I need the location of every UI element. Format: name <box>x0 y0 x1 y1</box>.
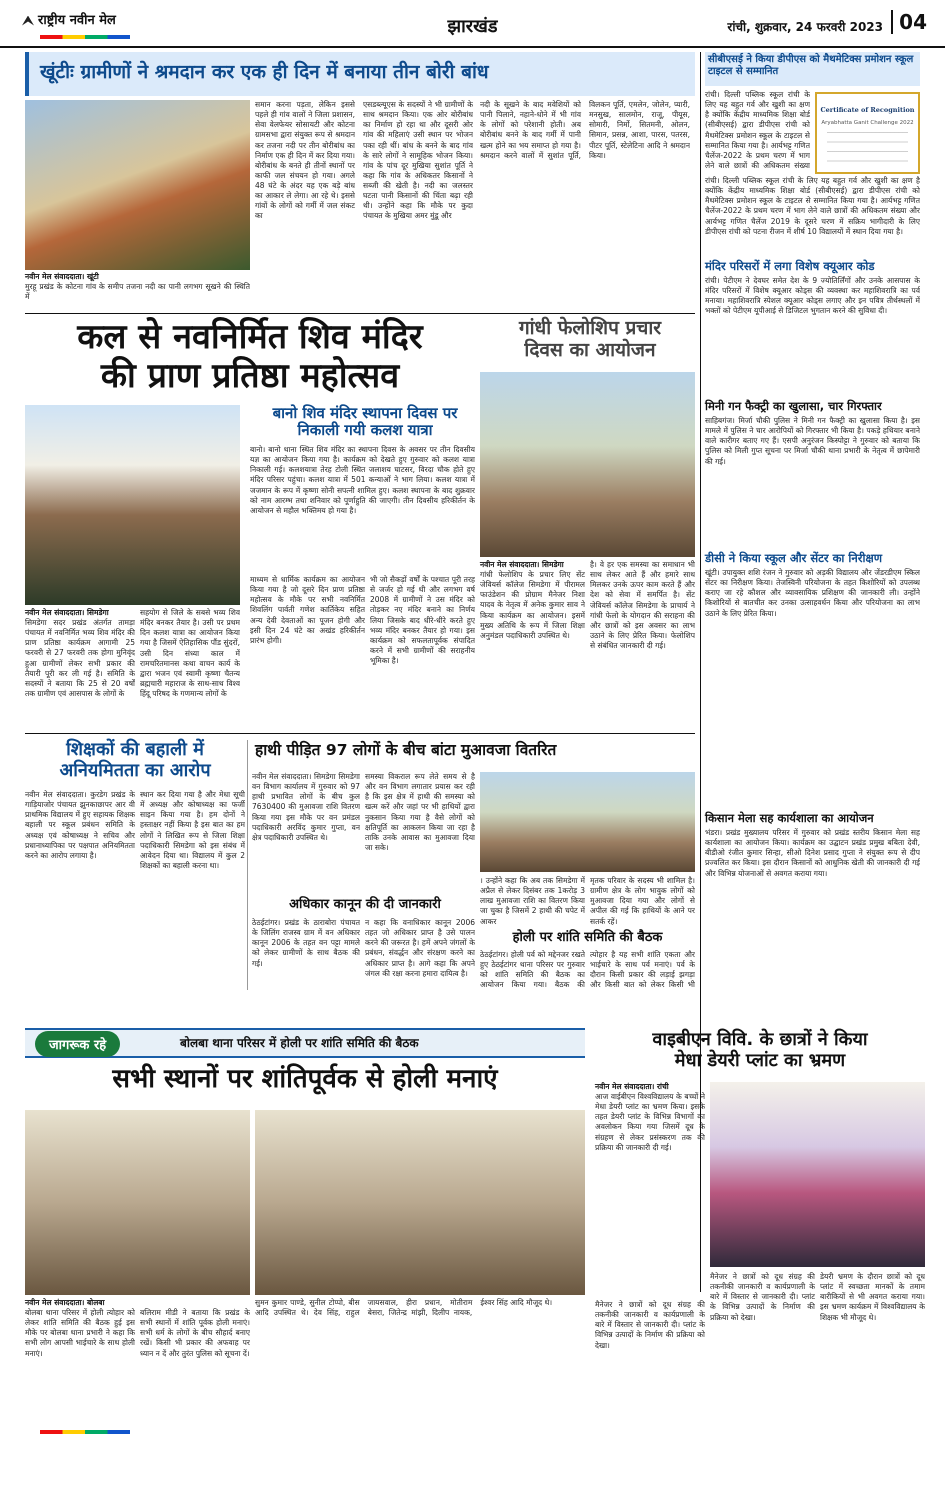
story2-headline <box>25 318 475 396</box>
cert-title: Certificate of Recognition <box>820 106 915 114</box>
section-name: झारखंड <box>447 16 498 37</box>
story1-caption: नवीन मेल संवाददाता। खूंटी <box>25 272 99 281</box>
band-body2: बलिराम मीडी ने बताया कि प्रखंड के सभी स्थानों में शांति पूर्वक होली मनाएं। सभी धर्म के लोगों के बीच सौहार्द बनाए रखें। किसी भी प्रकार की अफवाह पर ध्यान न दें और तुरंत पुलिस को सूचना दें। <box>140 1308 250 1358</box>
story5-headline-line1: शिक्षकों की बहाली में <box>66 739 204 760</box>
story3-headline: बानो शिव मंदिर स्थापना दिवस पर निकाली गयी कलश यात्रा <box>272 404 458 440</box>
story5-headline <box>25 740 245 781</box>
band-photo2 <box>255 1110 585 1295</box>
story2-headline-line2: की प्राण प्रतिष्ठा महोत्सव <box>100 356 400 397</box>
cert-lines <box>827 132 908 162</box>
story6-headline: हाथी पीड़ित 97 लोगों के बीच बांटा मुआवजा वितरित <box>255 741 557 759</box>
story3-body2: माध्यम से धार्मिक कार्यक्रम का आयोजन किया गया है जो दूसरे दिन प्राण प्रतिष्ठा महोत्सव के मौके पर सभी नवनिर्मित शिवलिंग पार्वती गणेश कार्तिकेय सहित अन्य देवी देवताओं का पूजन होगी और इसी दिन 24 घंटे का अखंड हरिकीर्तन प्रारंभ होगी। <box>250 575 365 645</box>
story1-body4: नदी के सूखने के बाद मवेशियों को पानी पिलाने, नहाने-धोने में भी गांव के लोगों को परेशानी होती। अब बोरीबांध बनने के बाद गर्मी में पानी खत्म होने का भय समाप्त हो गया है। श्रमदान करने वालों में सुशांत पूर्ति, विलकन पूर्ति, एमलेन, जोलेन, प्यारी, मनसुख, सालमोन, राजू, पीयूस, सोमारी, निर्मो, सितमनी, ओलन, सिमान, प्रसन्न, आशा, पारस, पतरस, पीटर पूर्ति, स्टेलेटिना आदि ने श्रमदान किया। <box>480 100 690 160</box>
band-kicker: बोलबा थाना परिसर में होली पर शांति समिति की बैठक <box>180 1036 419 1050</box>
band-caption: नवीन मेल संवाददाता। बोलबा <box>25 1298 105 1307</box>
story1-photo <box>25 100 250 270</box>
story2-caption: नवीन मेल संवाददाता। सिमडेगा <box>25 608 109 617</box>
story1-body3: एसडब्ल्यूएस के सदस्यों ने भी ग्रामीणों के साथ श्रमदान किया। एक ओर बोरीबांध का निर्माण हो रहा था और दूसरी ओर गांव की महिलाएं उसी स्थान पर भोजन पका रही थीं। बांध के बनने के बाद गांव के सारे लोगों ने सामूहिक भोजन किया। गांव के पांच दूर मुखिया सुशांत पूर्ति ने कहा कि गांव के अधिकतर किसानों ने सब्जी की खेती है। नदी का जलस्तर घटता पानी किसानों की चिंता बढ़ा रही थी। उन्होंने कहा कि मौके पर कुदा पंचायत के मुखिया अमर मुंडू और <box>363 100 473 221</box>
story5-body2: स्थान कर दिया गया है और मेधा सूची में अध्यक्ष और कोषाध्यक्ष का फर्जी साइन किया गया है। हम दोनों ने हस्ताक्षर नहीं किया है इस बात का हम लोगों ने लिखित रूप से जिला शिक्षा पदाधिकारी सिमडेगा को इस संबंध में आवेदन दिया था। विद्यालय में कुल 2 शिक्षकों का बहाली करना था। <box>140 790 245 870</box>
sidebar-story5-body: भंडरा। प्रखंड मुख्यालय परिसर में गुरुवार को प्रखंड स्तरीय किसान मेला सह कार्यशाला का आयोजन किया। कार्यक्रम का उद्घाटन प्रखंड प्रमुख बबिता देवी, बीडीओ रंजीत कुमार सिन्हा, सीओ दिनेश प्रसाद गुप्ता ने संयुक्त रूप से दीप प्रज्वलित कर किया। इस दौरान किसानों को आधुनिक खेती की जानकारी दी गई और विभिन्न योजनाओं से अवगत कराया गया। <box>705 828 920 878</box>
column-rule <box>247 740 248 990</box>
sidebar-story1-lead: रांची। दिल्ली पब्लिक स्कूल रांची के लिए यह बहुत गर्व और खुशी का क्षण है क्योंकि केंद्रीय माध्यमिक शिक्षा बोर्ड (सीबीएसई) द्वारा डीपीएस रांची को मैथमेटिक्स प्रमोशन स्कूल के टाइटल से सम्मानित किया गया है। आर्यभट्ट गणित चैलेंज-2022 के प्रथम चरण में भाग लेने वाले छात्रों की अधिकतम संख्या <box>705 90 810 170</box>
story4-body1: गांधी फेलोशिप के प्रचार लिए सेंट जेवियर्स कॉलेज सिमडेगा में पीरामल फाउंडेशन की प्रोग्राम मैनेजर निशा यादव के नेतृत्व में अनेक कुमार साव ने किया कार्यक्रम का आयोजन। इसमें मुख्य अतिथि के रूप में जिला शिक्षा अनुमंडल पदाधिकारी उपस्थित थे। <box>480 570 585 640</box>
story9-headline <box>595 1030 925 1071</box>
story4-group-photo <box>480 372 695 557</box>
story2-temple-photo <box>25 405 240 605</box>
sidebar-story1-body: रांची। दिल्ली पब्लिक स्कूल रांची के लिए यह बहुत गर्व और खुशी का क्षण है क्योंकि केंद्रीय माध्यमिक शिक्षा बोर्ड (सीबीएसई) द्वारा डीपीएस रांची को मैथमेटिक्स प्रमोशन स्कूल के टाइटल से सम्मानित किया गया है। आर्यभट्ट गणित चैलेंज-2022 के प्रथम चरण में भाग लेने वाले छात्रों की अधिकतम संख्या और आर्यभट्ट गणित चैलेंज 2019 के दूसरे चरण में सक्रिय भागीदारी के लिए डीपीएस रांची को पटना रीजन में शीर्ष 10 विद्यालयों में स्थान दिया गया है। <box>705 176 920 236</box>
story9-body1: आज वाईबीएन विश्वविद्यालय के बच्चों ने मेधा डेयरी प्लांट का भ्रमण किया। इसके तहत डेयरी प्लांट के विभिन्न विभागों का अवलोकन किया गया जिसमें दूध के संग्रहण से लेकर प्रसंस्करण तक की प्रक्रिया की जानकारी दी गई। <box>595 1092 705 1152</box>
sidebar-story3-body: साहिबगंज। मिर्जा चौकी पुलिस ने मिनी गन फैक्ट्री का खुलासा किया है। इस मामले में पुलिस ने चार आरोपियों को गिरफ्तार भी किया है। पकड़े हथियार बनाने वाले कारीगर बताए गए हैं। एसपी अनुरंजन किस्पोट्टा ने गुरुवार को बताया कि पुलिस को मिली गुप्त सूचना पर मिर्जा चौकी थाना प्रभारी के नेतृत्व में छापेमारी की गई। <box>705 416 920 466</box>
story9-photo <box>710 1082 925 1267</box>
story4-body2: है। वे हर एक समस्या का समाधान भी साथ लेकर आते हैं और हमारे साथ मिलकर उनके ऊपर काम करते हैं और देश को सेवा में समर्पित है। सेंट जेवियर्स कॉलेज सिमडेगा के प्राचार्य ने गांधी फेलो के योगदान की सराहना की और छात्रों को इस अवसर का लाभ उठाने के लिए प्रेरित किया। फेलोशिप से संबंधित जानकारी दी गई। <box>590 560 695 650</box>
band-headline: सभी स्थानों पर शांतिपूर्वक से होली मनाएं <box>112 1064 498 1094</box>
story7-body1: ठेठईटांगर। प्रखंड के ठाराबोरा पंचायत के जिलिंग राजस्व ग्राम में वन अधिकार कानून 2006 के तहत वन पट्टा मामले को लेकर ग्रामीणों के साथ बैठक की गई। <box>252 918 360 968</box>
story4-headline-line2: दिवस का आयोजन <box>524 338 656 361</box>
story1-headline: खूंटीः ग्रामीणों ने श्रमदान कर एक ही दिन में बनाया तीन बोरी बांध <box>40 61 489 83</box>
page-number: 04 <box>891 10 927 34</box>
story4-headline <box>485 318 695 362</box>
sidebar-story2-headline: मंदिर परिसरों में लगा विशेष क्यूआर कोड <box>705 259 875 273</box>
story7-headline: अधिकार कानून की दी जानकारी <box>289 897 441 912</box>
story7-body2: न कहा कि वनाधिकार कानून 2006 तहत जो अधिकार प्राप्त है उसे पालन करने की जरूरत है। हमें अपने जंगलों के प्रबंधन, संवर्द्धन और संरक्षण करने का अधिकार प्राप्त है। आगे कहा कि अपने जंगल की रक्षा करना हमारा दायित्व है। <box>365 918 475 978</box>
brand-text: राष्ट्रीय नवीन मेल <box>38 13 116 28</box>
dateline: रांची, शुक्रवार, 24 फरवरी 2023 <box>727 20 883 34</box>
story6-body3: मृतक परिवार के सदस्य भी शामिल है। ग्रामीण क्षेत्र के लोग भावुक लोगों को मुआवजा दिया गया और लोगों से अपील की गई कि हाथियों के आने पर सतर्क रहें। <box>590 876 695 926</box>
sidebar-story1-headline: सीबीएसई ने किया डीपीएस को मैथमेटिक्स प्रमोशन स्कूल टाइटल से सम्मानित <box>708 54 914 77</box>
story3-body1: बानो। बानो थाना स्थित शिव मंदिर का स्थापना दिवस के अवसर पर तीन दिवसीय यज्ञ का आयोजन किया गया है। कार्यक्रम को देखते हुए गुरुवार को कलश यात्रा निकाली गई। कलशयात्रा तेरह टोली स्थित जलाशय घाटसर, विरदा चौक होते हुए मंदिर परिसर पहुंचा। कलश यात्रा में 501 कन्याओं ने भाग लिया। कलश यात्रा में जजमान के रूप में कृष्णा सोनी सपत्नी शामिल हुए। कलश स्थापना के बाद शुक्रवार को नाम आरम्भ तथा शनिवार को पूर्णाहुति की जाएगी। तीन दिवसीय हरिकीर्तन के आयोजन से महौल भक्तिमय हो गया है। <box>250 445 475 515</box>
masthead <box>0 0 945 48</box>
story4-caption: नवीन मेल संवाददाता। सिमडेगा <box>480 560 564 569</box>
story6-body1: नवीन मेल संवाददाता। सिमडेगा सिमडेगा वन विभाग कार्यालय में गुरुवार को 97 हाथी प्रभावित लोगों के बीच कुल 7630400 की मुआवजा राशि वितरण किया गया इस मौके पर वन प्रमंडल पदाधिकारी अरविंद कुमार गुप्ता, वन क्षेत्र पदाधिकारी उपस्थित थे। <box>252 772 360 842</box>
story8-body2: त्योहार है यह सभी शांति एकता और भाईचारे के साथ पर्व मनाएं। पर्व के दौरान किसी प्रकार की लड़ाई झगड़ा और किसी बात को लेकर किसी भी <box>590 950 695 990</box>
story9-body2b: मैनेजर ने छात्रों को दूध संग्रह की तकनीकी जानकारी व कार्यप्रणाली के बारे में विस्तार से जानकारी दी। प्लांट के विभिन्न उत्पादों के निर्माण की प्रक्रिया को देखा। <box>710 1272 815 1322</box>
story2-headline-line1: कल से नवनिर्मित शिव मंदिर <box>77 317 423 357</box>
band-body1: बोलबा थाना परिसर में होली त्योहार को लेकर शांति समिति की बैठक हुई इस मौके पर बोलबा थाना प्रभारी ने कहा कि सभी लोग आपसी भाईचारे के साथ होली मनाएं। <box>25 1308 135 1358</box>
cert-sub: Aryabhatta Ganit Challenge 2022 <box>821 120 914 126</box>
divider <box>25 313 695 314</box>
band-photo1 <box>25 1110 250 1295</box>
story4-headline-line1: गांधी फेलोशिप प्रचार <box>518 317 662 339</box>
sidebar-story5-headline: किसान मेला सह कार्यशाला का आयोजन <box>705 811 874 825</box>
sidebar-story4-body: खूंटी। उपायुक्त शशि रंजन ने गुरुवार को अड़की विद्यालय और जेंडरडीएम स्किल सेंटर का निरीक्षण किया। तेजस्विनी परियोजना के तहत किशोरियों को उपलब्ध कराए जा रहे कौशल और व्यावसायिक प्रशिक्षण की जानकारी ली। उन्होंने किशोरियों से बातचीत कर उनका उत्साहवर्धन किया और परियोजना का लाभ उठाने के लिए प्रेरित किया। <box>705 568 920 618</box>
story3-body3: भी जो सैकड़ों वर्षों के पश्चात पूरी तरह से जर्जर हो गई थी और लगभग वर्ष 2008 में ग्रामीणों ने उस मंदिर को तोड़कर नए मंदिर बनाने का निर्णय लिया जिसके बाद धीरे-धीरे करते हुए भव्य मंदिर बनकर तैयार हो गया। इस कार्यक्रम को सफलतापूर्वक संपादित करने में सभी ग्रामीणों की सराहनीय भूमिका है। <box>370 575 475 665</box>
story9-body2: मैनेजर ने छात्रों को दूध संग्रह की तकनीकी जानकारी व कार्यप्रणाली के बारे में विस्तार से जानकारी दी। प्लांट के विभिन्न उत्पादों के निर्माण की प्रक्रिया को देखा। <box>595 1300 705 1350</box>
sidebar-story3-headline: मिनी गन फैक्ट्री का खुलासा, चार गिरफ्तार <box>705 399 882 413</box>
story2-body2: सहयोग से जिले के सबसे भव्य शिव मंदिर बनकर तैयार है। उसी पर प्रथम दिन कलश यात्रा का आयोजन किया गया है जिसमें ऐतिहासिक पौंड सुंदरों, उसी दिन संध्या काल में रामचरितमानस कथा वाचन कार्य के द्वारा भजन एवं स्वामी कृष्णा चैतन्य ब्रह्मचारी महाराज के साथ-साथ विश्व हिंदू परिषद के गणमान्य लोगों के <box>140 608 240 698</box>
story9-headline-line2: मेधा डेयरी प्लांट का भ्रमण <box>674 1049 846 1071</box>
story9-headline-line1: वाइबीएन विवि. के छात्रों ने किया <box>652 1029 868 1050</box>
sidebar-story4-headline: डीसी ने किया स्कूल और सेंटर का निरीक्षण <box>705 551 883 565</box>
band-body3: सुमन कुमार पाण्डे, सुनील टोप्पो, बीस आदि उपस्थित थे। देव सिंह, राहुल जायसवाल, हीरा प्रधान, मोतीराम बेसरा, जितेन्द्र मांझी, दिलीप नायक, ईश्वर सिंह आदि मौजूद थे। <box>255 1298 553 1318</box>
story5-headline-line2: अनियमितता का आरोप <box>59 759 211 781</box>
story8-headline: होली पर शांति समिति की बैठक <box>512 930 663 945</box>
story6-body2: समस्या विकराल रूप लेते समय से है और वन विभाग लगातार प्रयास कर रही है कि इस क्षेत्र में हाथी की समस्या को खत्म करें और जहां पर भी हाथियों द्वारा नुकसान किया गया है वैसे लोगों को क्षतिपूर्ति का आकलन किया जा रहा है ताकि उनके आवास का मुआवजा दिया जा सके। <box>365 772 475 852</box>
story8-body1: ठेठईटांगर। होली पर्व को मद्देनजर रखते हुए ठेठईटांगर थाना परिसर पर गुरुवार को शांति समिति की बैठक का आयोजन किया गया। बैठक की <box>480 950 585 990</box>
story5-body1: नवीन मेल संवाददाता। कुरडेग प्रखंड के गाड़ियाजोर पंचायत झुनकाछापर आर वी प्राथमिक विद्यालय में हुए सहायक शिक्षक बहाली पर स्कूल प्रबंधन समिति के अध्यक्ष एवं कोषाध्यक्ष ने सचिव और प्रधानाध्यापिका पर पक्षपात अनियमितता करने का आरोप लगाया है। <box>25 790 135 860</box>
sidebar-story2-body: रांची। पेटीएम ने देवघर समेत देश के 9 ज्योतिर्लिंगों और उनके आसपास के मंदिर परिसरों में विशेष क्यूआर कोड्स की व्यवस्था कर महाशिवरात्रि का पर्व मनाया। महाशिवरात्रि स्पेशल क्यूआर कोड्स लगाए और इन पवित्र तीर्थस्थलों में भक्तों को पेटीएम यूपीआई से डिजिटल भुगतान करने की सुविधा दी। <box>705 276 920 316</box>
story2-body1: सिमडेगा सदर प्रखंड अंतर्गत तामड़ा पंचायत में नवनिर्मित भव्य शिव मंदिर की प्राण प्रतिष्ठा कार्यक्रम आगामी 25 फरवरी से 27 फरवरी तक होगा मुनिवृंद हुआ ग्रामीणों लेकर सभी प्रकार की तैयारी पूरी कर ली गई है। समिति के सदस्यों ने बताया कि 25 से 20 वर्षों तक ग्रामीण एवं आसपास के लोगों के <box>25 618 135 698</box>
certificate-image <box>815 92 920 174</box>
story6-photo <box>480 772 695 872</box>
divider <box>25 733 695 734</box>
story1-body2: समान करना पड़ता, लेकिन इससे पहले ही गांव वालों ने जिला प्रशासन, सेवा वेलफेयर सोसायटी और कोटना ग्रामसभा द्वारा संयुक्त रूप से श्रमदान कर तजना नदी पर तीन बोरीबांध का निर्माण एक ही दिन में कर दिया गया। बोरीबांध के बनते ही तीनों स्थानों पर काफी जल संचयन हो गया। अगले 48 घंटे के अंदर यह एक बड़े बांध का आकार ले लेगा। आ रहे थे। इससे गांवों के लोगों को गर्मी में जल संकट का <box>255 100 355 221</box>
jagruk-tag: जागरूक रहे <box>35 1031 120 1057</box>
story9-body3: डेयरी भ्रमण के दौरान छात्रों को दूध प्लांट में स्वच्छता मानकों के तमाम बारीकियों से भी अवगत कराया गया। इस भ्रमण कार्यक्रम में विश्वविद्यालय के शिक्षक भी मौजूद थे। <box>820 1272 925 1322</box>
story1-body1: मुरहू प्रखंड के कोटना गांव के समीप तजना नदी का पानी लगभग सूखने की स्थिति में <box>25 282 250 302</box>
story6-photo-text: । उन्होंने कहा कि अब तक सिमडेगा में अप्रैल से लेकर दिसंबर तक 1करोड़ 3 लाख मुआवजा राशि का वितरण किया जा चुका है जिसमें 2 हाथी की चपेट में आकर <box>480 876 585 926</box>
footer-color-strip <box>40 1430 130 1434</box>
story9-byline: नवीन मेल संवाददाता। रांची <box>595 1082 669 1091</box>
